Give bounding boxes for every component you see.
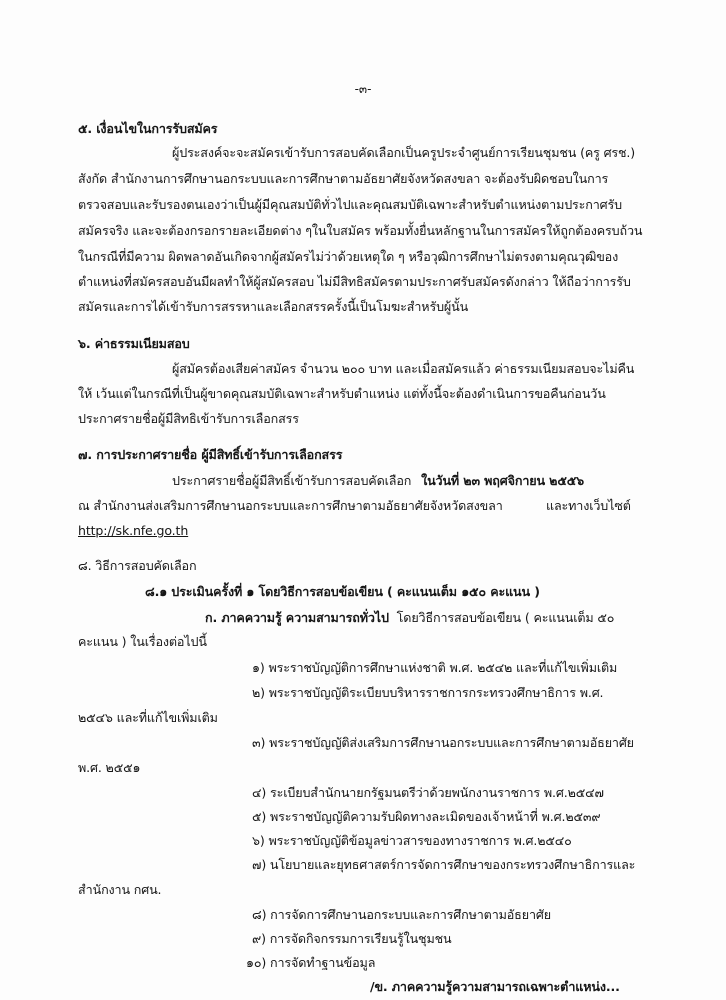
website-link[interactable]: http://sk.nfe.go.th [78, 523, 189, 538]
part-a-line-2: คะแนน ) ในเรื่องต่อไปนี้ [78, 634, 207, 649]
section-7-location: ณ สำนักงานส่งเสริมการศึกษานอกระบบและการศึกษาตามอัธยาศัยจังหวัดสงขลา [78, 498, 503, 513]
section-8-heading: ๘. วิธีการสอบคัดเลือก [78, 558, 197, 573]
list-item: ๖) พระราชบัญญัติข้อมูลข่าวสารของทางราชการ พ.ศ.๒๕๔๐ [252, 833, 572, 848]
section-6-line: ให้ เว้นแต่ในกรณีที่เป็นผู้ขาดคุณสมบัติเฉพาะสำหรับตำแหน่ง แต่ทั้งนี้จะต้องดำเนินการขอคืนก่อนวัน [78, 386, 606, 401]
list-item: ๗) นโยบายและยุทธศาสตร์การจัดการศึกษาของกระทรวงศึกษาธิการและ [252, 857, 636, 872]
section-7-line [172, 472, 584, 490]
list-item: ๑) พระราชบัญญัติการศึกษาแห่งชาติ พ.ศ. ๒๕๔๒ และที่แก้ไขเพิ่มเติม [252, 660, 618, 675]
list-item-continuation: พ.ศ. ๒๕๕๑ [78, 760, 141, 775]
list-item: ๒) พระราชบัญญัติระเบียบบริหารราชการกระทรวงศึกษาธิการ พ.ศ. [252, 685, 604, 700]
section-5-line: ผู้ประสงค์จะจะสมัครเข้ารับการสอบคัดเลือกเป็นครูประจำศูนย์การเรียนชุมชน (ครู ศรช.) [172, 145, 636, 160]
section-5-line: สังกัด สำนักงานการศึกษานอกระบบและการศึกษาตามอัธยาศัยจังหวัดสงขลา จะต้องรับผิดชอบในการ [78, 171, 609, 186]
list-item: ๑๐) การจัดทำฐานข้อมูล [246, 955, 376, 970]
list-item: ๓) พระราชบัญญัติส่งเสริมการศึกษานอกระบบและการศึกษาตามอัธยาศัย [252, 735, 634, 750]
section-7-website-label: และทางเว็บไซต์ [546, 498, 631, 513]
part-a-line [205, 609, 614, 627]
section-5-heading: ๕. เงื่อนไขในการรับสมัคร [78, 121, 218, 136]
list-item: ๘) การจัดการศึกษานอกระบบและการศึกษาตามอัธยาศัย [252, 907, 551, 922]
list-item-continuation: ๒๕๔๖ และที่แก้ไขเพิ่มเติม [78, 710, 218, 725]
section-5-line: ตำแหน่งที่สมัครสอบอันมีผลทำให้ผู้สมัครสอบ ไม่มีสิทธิสมัครตามประกาศรับสมัครดังกล่าว ให้ถือว่าการรับ [78, 274, 631, 289]
list-item-continuation: สำนักงาน กศน. [78, 882, 162, 897]
list-item: ๙) การจัดกิจกรรมการเรียนรู้ในชุมชน [252, 931, 452, 946]
section-5-line: สมัครและการได้เข้ารับการสรรหาและเลือกสรรครั้งนี้เป็นโมฆะสำหรับผู้นั้น [78, 299, 469, 314]
part-a-heading: ก. ภาคความรู้ ความสามารถทั่วไป [205, 610, 389, 625]
section-5-line: ตรวจสอบและรับรองตนเองว่าเป็นผู้มีคุณสมบัติทั่วไปและคุณสมบัติเฉพาะสำหรับตำแหน่งตามประกาศรับ [78, 197, 622, 212]
list-item: ๔) ระเบียบสำนักนายกรัฐมนตรีว่าด้วยพนักงานราชการ พ.ศ.๒๕๔๗ [252, 785, 604, 800]
section-6-line: ประกาศรายชื่อผู้มีสิทธิเข้ารับการเลือกสรร [78, 411, 299, 426]
continued-note: /ข. ภาคความรู้ความสามารถเฉพาะตำแหน่ง... [370, 979, 620, 994]
section-5-line: สมัครจริง และจะต้องกรอกรายละเอียดต่าง ๆในใบสมัคร พร้อมทั้งยื่นหลักฐานในการสมัครให้ถูกต้องครบถ้วน [78, 223, 643, 238]
part-a-description: โดยวิธีการสอบข้อเขียน ( คะแนนเต็ม ๕๐ [396, 610, 615, 625]
section-6-heading: ๖. ค่าธรรมเนียมสอบ [78, 336, 190, 351]
list-item: ๕) พระราชบัญญัติความรับผิดทางละเมิดของเจ้าหน้าที่ พ.ศ.๒๕๓๙ [252, 809, 601, 824]
announcement-text: ประกาศรายชื่อผู้มีสิทธิ์เข้ารับการสอบคัดเลือก [172, 473, 412, 488]
section-7-heading: ๗. การประกาศรายชื่อ ผู้มีสิทธิ์เข้ารับการเลือกสรร [78, 447, 343, 462]
section-8-1-heading: ๘.๑ ประเมินครั้งที่ ๑ โดยวิธีการสอบข้อเขียน ( คะแนนเต็ม ๑๕๐ คะแนน ) [145, 584, 540, 599]
section-5-line: ในกรณีที่มีความ ผิดพลาดอันเกิดจากผู้สมัครไม่ว่าด้วยเหตุใด ๆ หรือวุฒิการศึกษาไม่ตรงตามคุณวุฒิของ [78, 249, 619, 264]
page-number: -๓- [354, 82, 372, 96]
section-6-line: ผู้สมัครต้องเสียค่าสมัคร จำนวน ๒๐๐ บาท และเมื่อสมัครแล้ว ค่าธรรมเนียมสอบจะไม่คืน [172, 361, 635, 376]
announcement-date: ในวันที่ ๒๓ พฤศจิกายน ๒๕๕๖ [421, 473, 584, 488]
